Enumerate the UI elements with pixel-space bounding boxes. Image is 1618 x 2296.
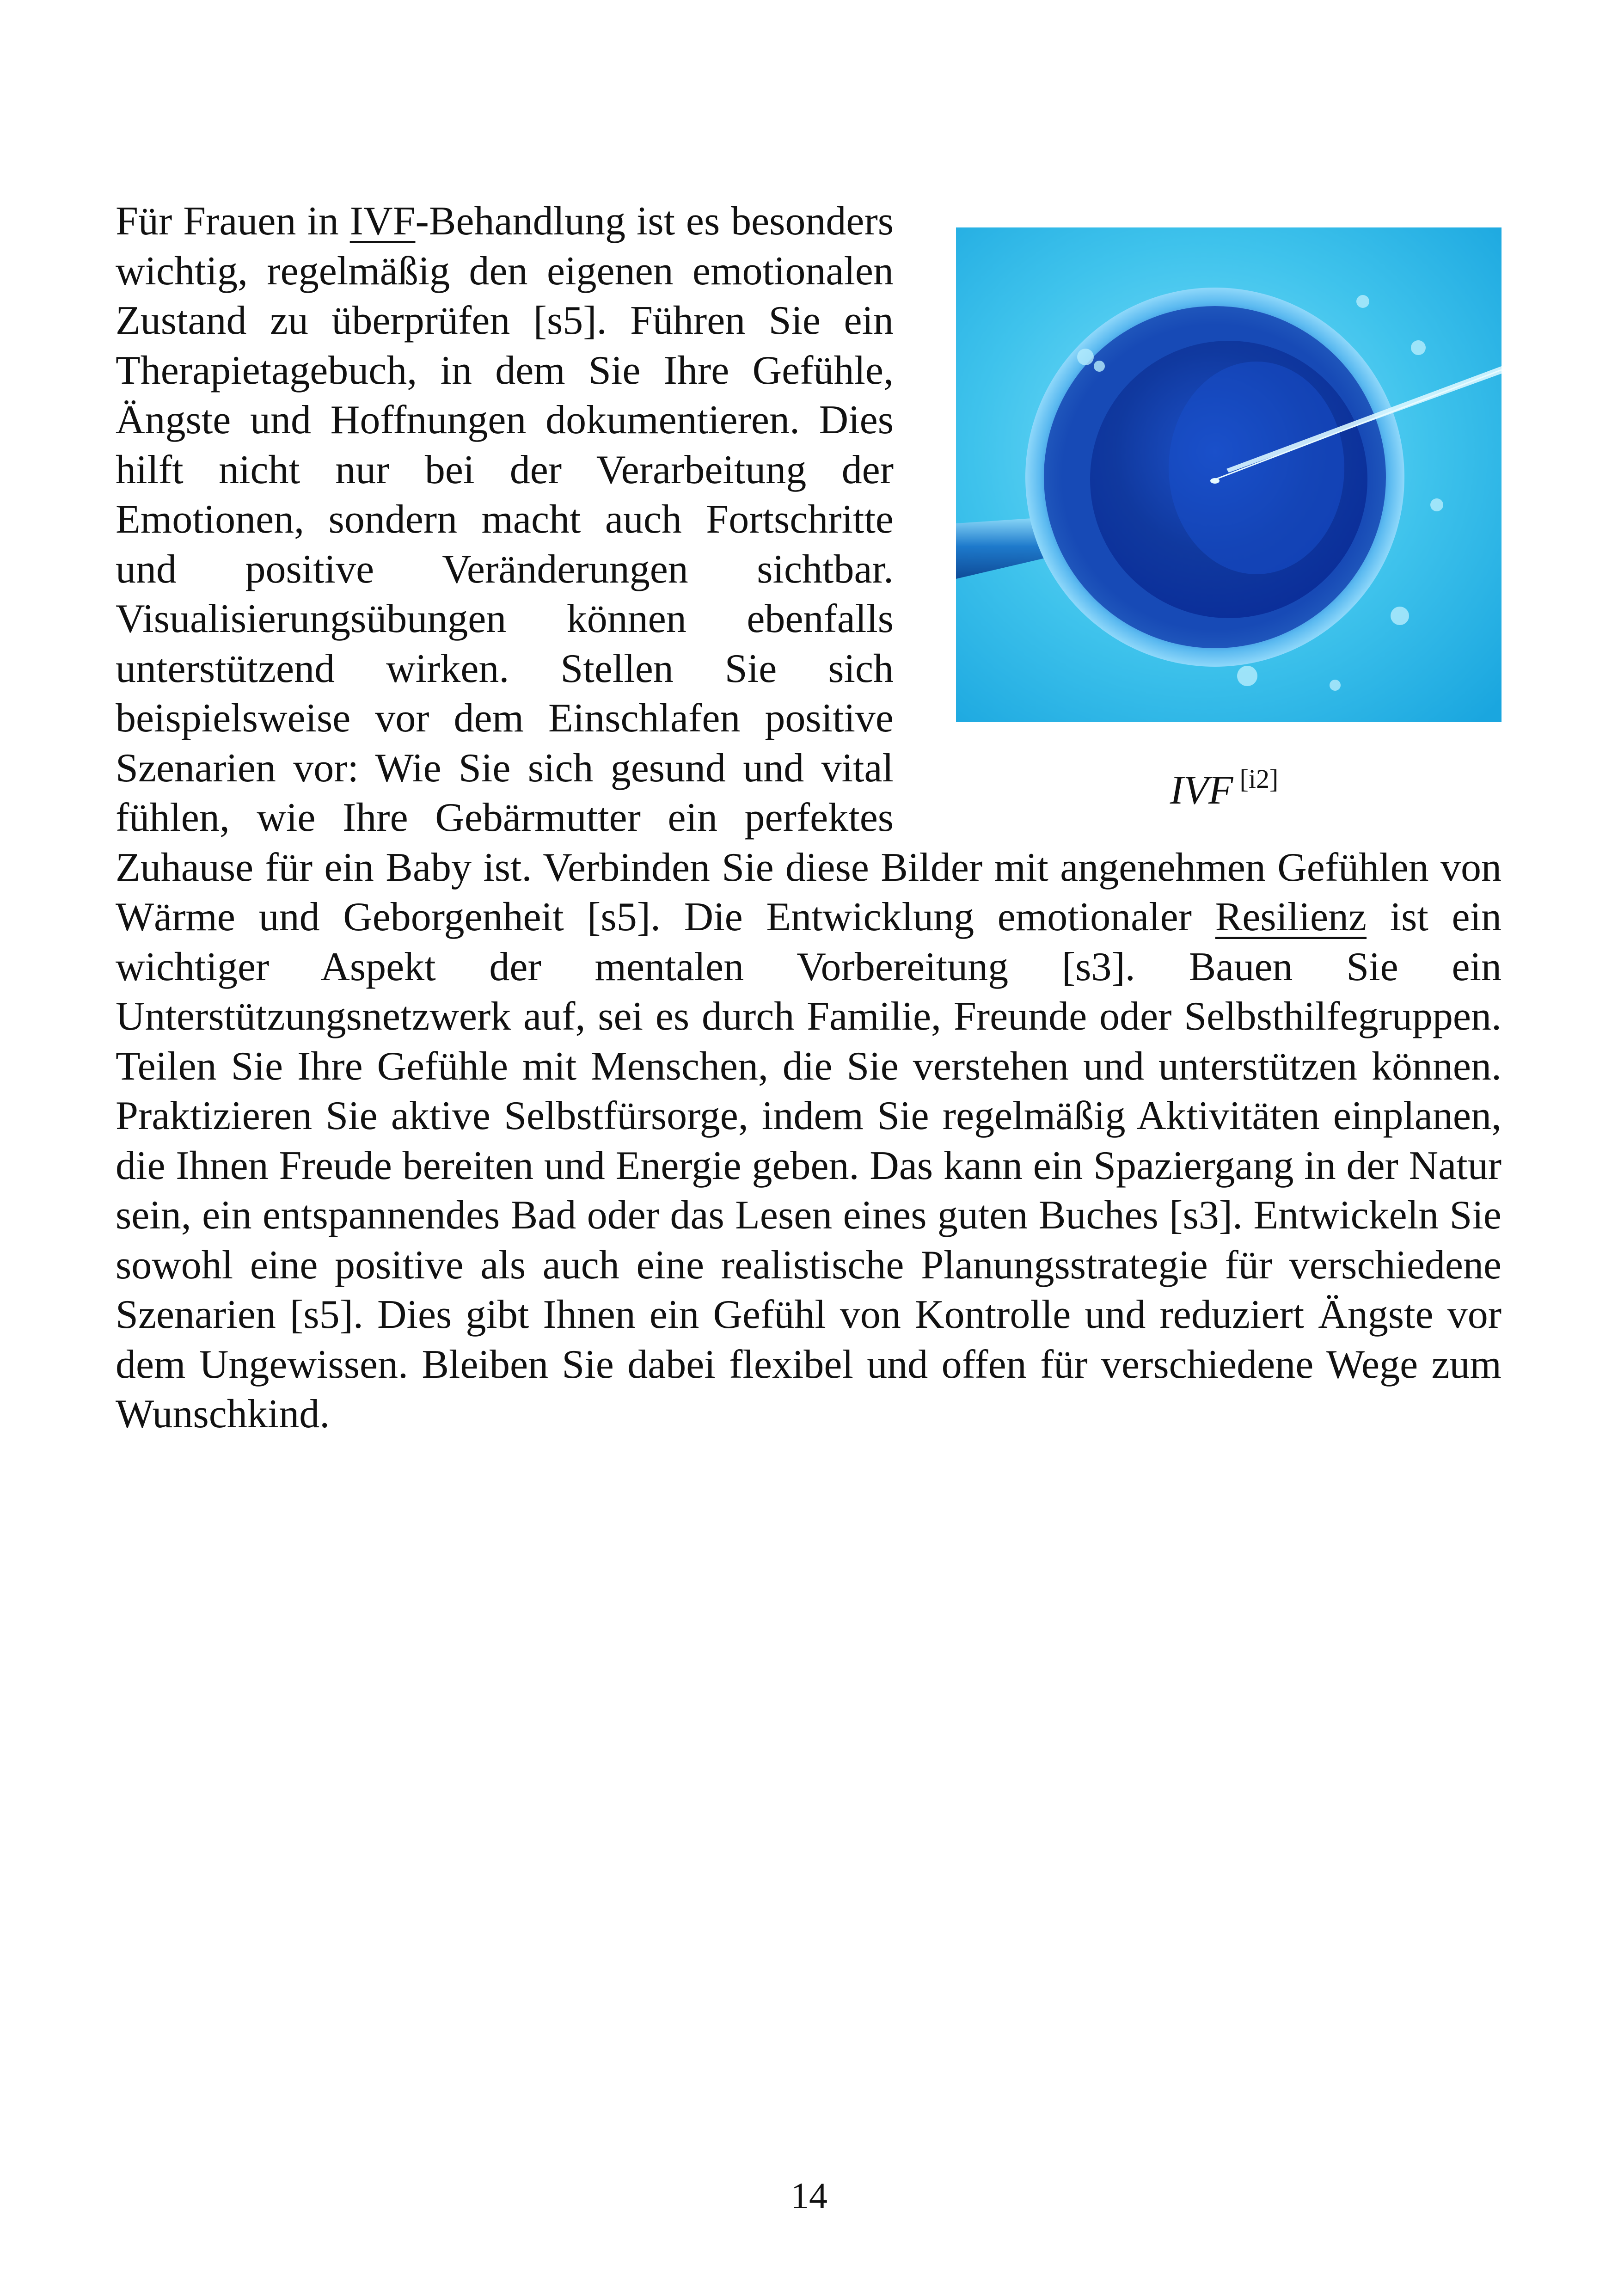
ivf-micrograph-image bbox=[956, 227, 1502, 722]
figure bbox=[947, 196, 1502, 830]
figure-caption-label: IVF bbox=[1170, 768, 1233, 813]
body-text-segment: Für Frauen in bbox=[116, 199, 350, 244]
link-ivf[interactable]: IVF bbox=[349, 199, 416, 244]
figure-caption bbox=[947, 756, 1502, 814]
body-text-segment: -Behandlung ist es besonders wichtig, regelmäßig den eigenen emotionalen Zustand zu überprüfen [s5]. Führen Sie ein Therapietagebuch, in dem Sie Ihre Gefühle, Ängste und Hoffnungen dokumentieren. Dies hilft nicht nur bei der Verarbeitung der Emotionen, sondern macht auch Fortschritte und positive Veränderungen sichtbar. Visualisierungsübungen können ebenfalls unterstützend wirken. Stellen Sie sich beispielsweise vor dem Einschlafen positive Szenarien vor: Wie Sie sich gesund und vital fühlen, wie Ihre Gebärmutter ein perfektes Zuhause für ein Baby ist. Verbinden Sie diese Bilder mit angenehmen Gefühlen von Wärme und Geborgenheit [s5]. Die Entwicklung emotionaler bbox=[116, 199, 1502, 939]
figure-caption-reference: [i2] bbox=[1239, 764, 1279, 794]
body-paragraph bbox=[116, 196, 1502, 1439]
page-number: 14 bbox=[791, 2176, 827, 2216]
link-resilienz[interactable]: Resilienz bbox=[1215, 895, 1367, 939]
body-text-segment: ist ein wichtiger Aspekt der mentalen Vorbereitung [s3]. Bauen Sie ein Unterstützungsnetzwerk auf, sei es durch Familie, Freunde oder Selbsthilfegruppen. Teilen Sie Ihre Gefühle mit Menschen, die Sie verstehen und unterstützen können. Praktizieren Sie aktive Selbstfürsorge, indem Sie regelmäßig Aktivitäten einplanen, die Ihnen Freude bereiten und Energie geben. Das kann ein Spaziergang in der Natur sein, ein entspannendes Bad oder das Lesen eines guten Buches [s3]. Entwickeln Sie sowohl eine positive als auch eine realistische Planungsstrategie für verschiedene Szenarien [s5]. Dies gibt Ihnen ein Gefühl von Kontrolle und reduziert Ängste vor dem Ungewissen. Bleiben Sie dabei flexibel und offen für verschiedene Wege zum Wunschkind. bbox=[116, 895, 1502, 1437]
